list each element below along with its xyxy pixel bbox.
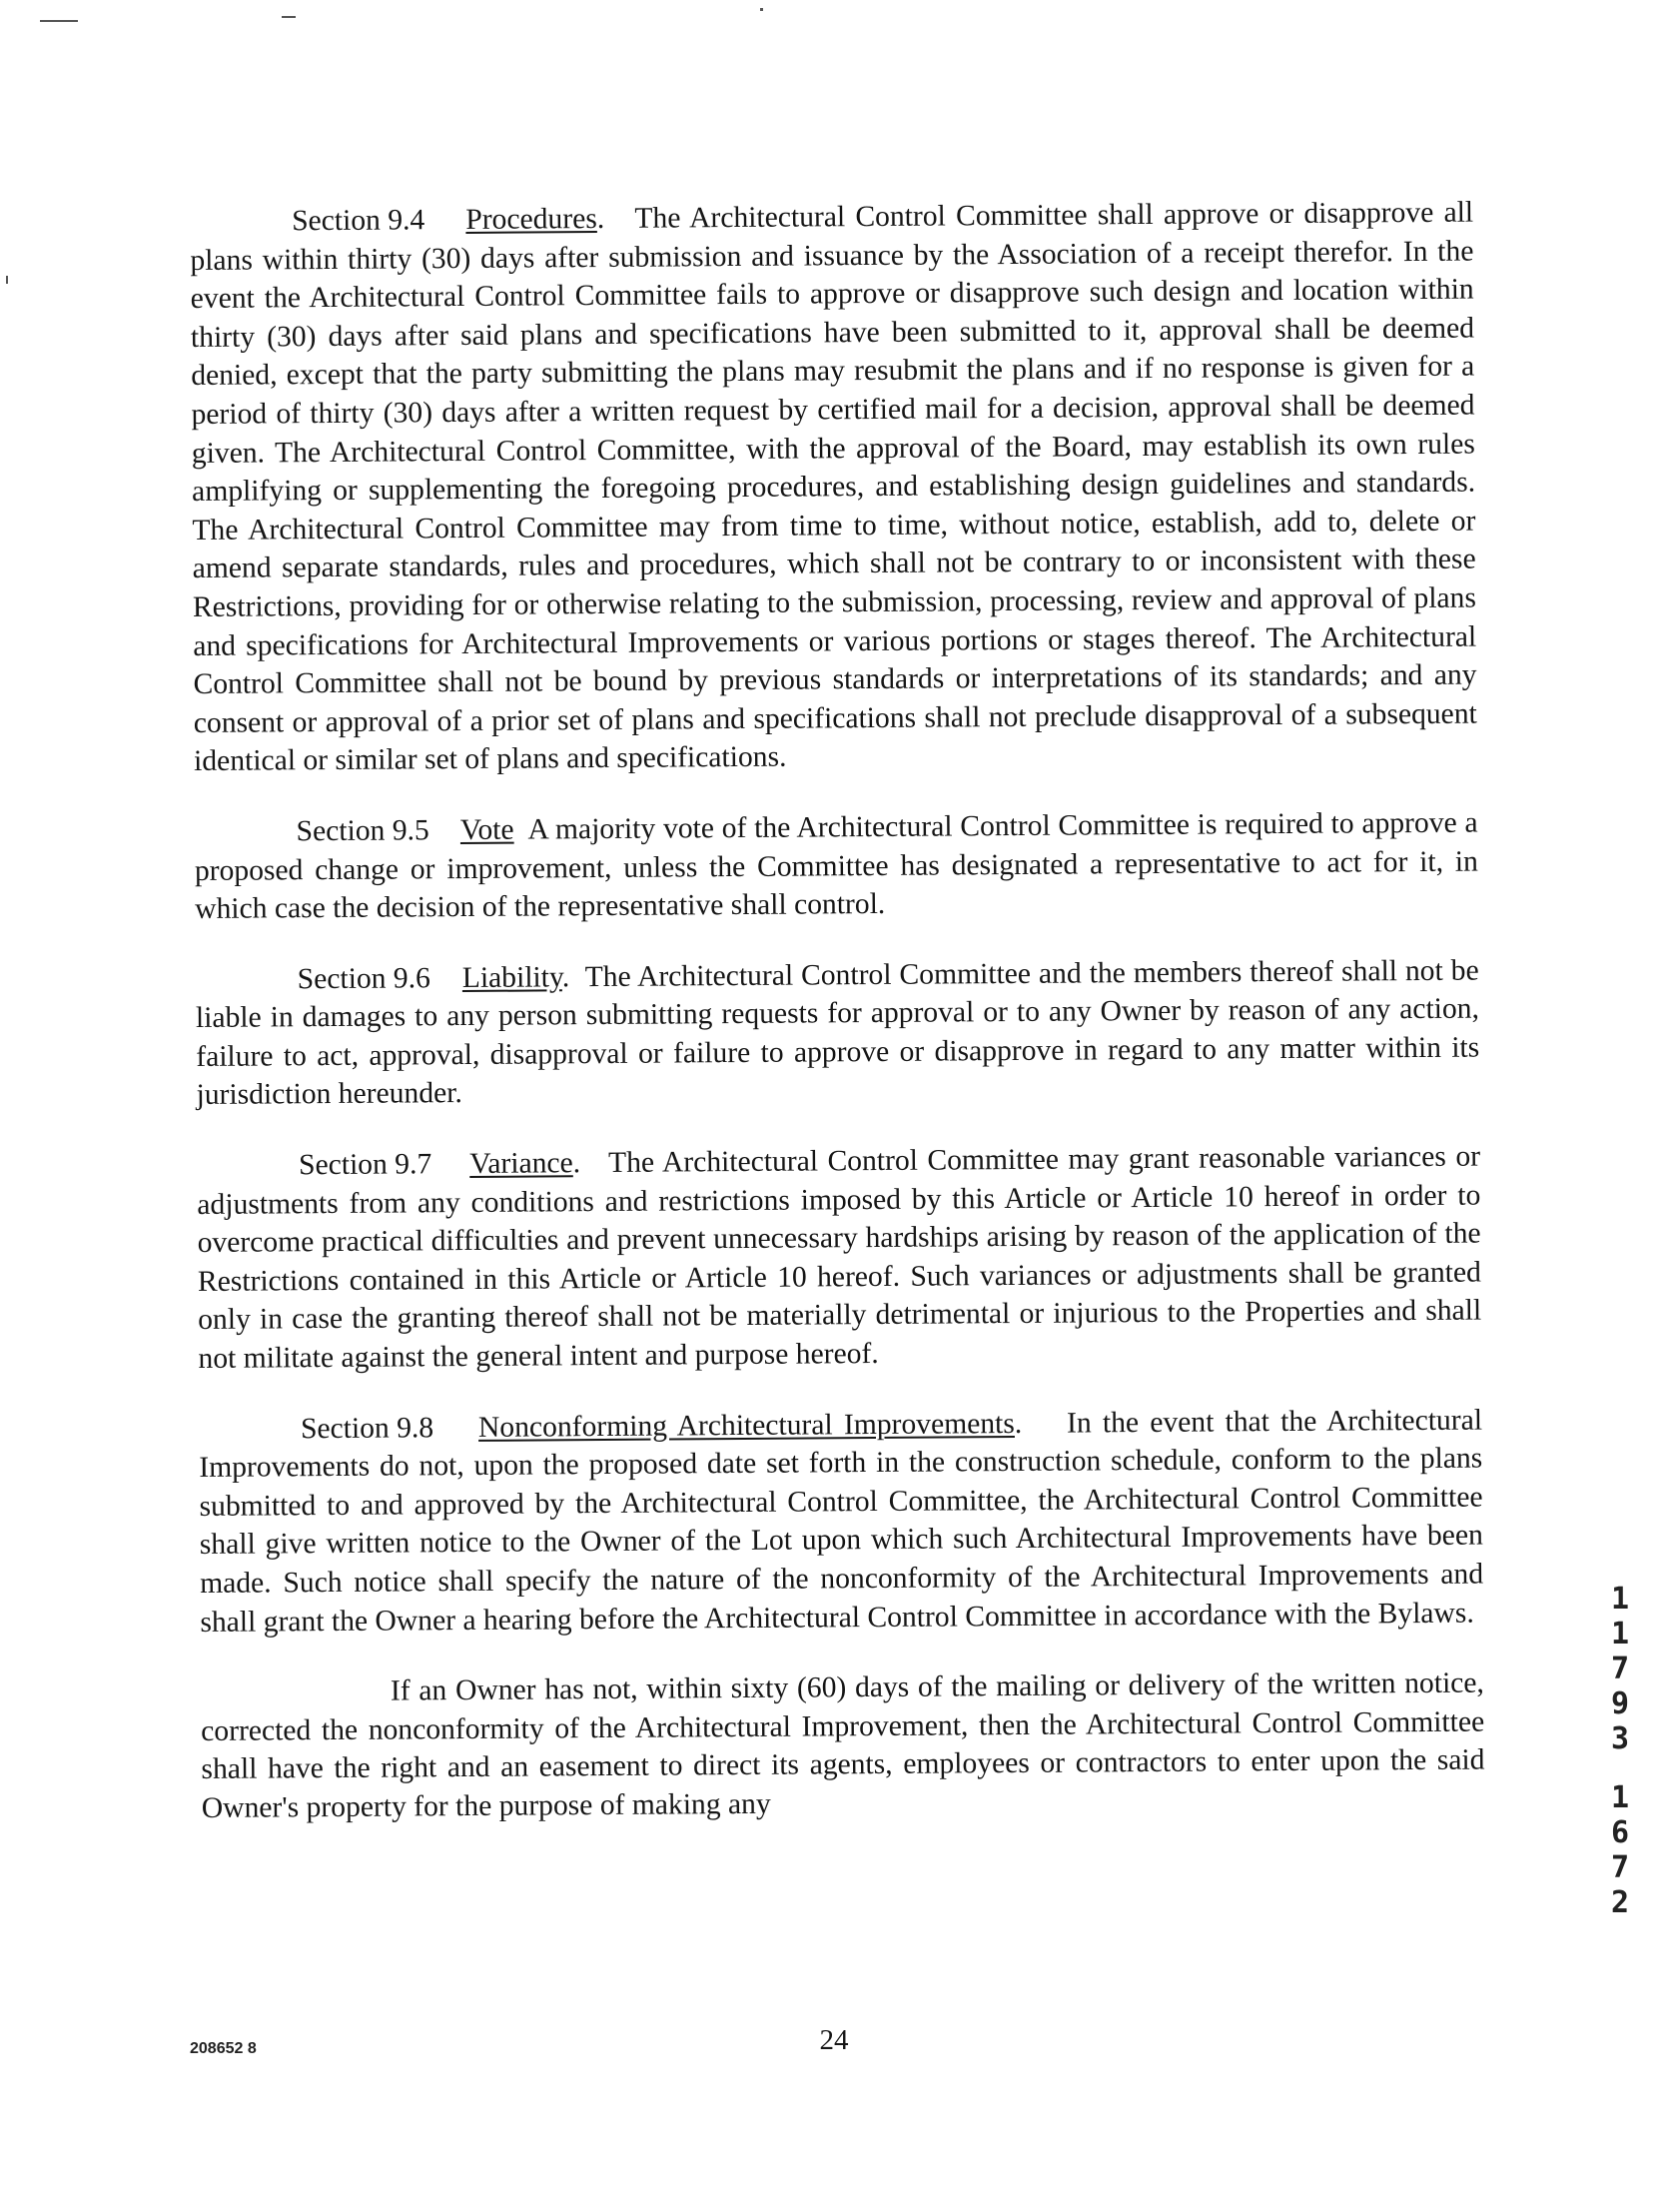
stamp-digit: 1 (1610, 1582, 1630, 1617)
section-9-7: Section 9.7 Variance. The Architectural Control Committee may grant reasonable variances or adjustments from any conditions and restrictions imposed by this Article or Article 10 hereof in order to overcome practical difficulties and prevent unnecessary hardships arising by reason of the application of the Restrictions contained in this Article or Article 10 hereof. Such variances or adjustments shall be granted only in case the granting thereof shall not be materially detrimental or injurious to the Properties and shall not militate against the general intent and purpose hereof. (197, 1140, 1482, 1375)
recording-stamp-group-2 (1608, 1780, 1632, 1920)
stamp-digit: 7 (1610, 1850, 1630, 1885)
section-9-4: Section 9.4 Procedures. The Architectural Control Committee shall approve or disapprove all plans within thirty (30) days after submission and issuance by the Association of a receipt therefor. In the event the Architectural Control Committee fails to approve or disapprove such design and location within thirty (30) days after said plans and specifications have been submitted to it, approval shall be deemed denied, except that the party submitting the plans may resubmit the plans and if no response is given for a period of thirty (30) days after a written request by certified mail for a decision, approval shall be deemed given. The Architectural Control Committee, with the approval of the Board, may establish its own rules amplifying or supplementing the foregoing procedures, and establishing design guidelines and standards. The Architectural Control Committee may from time to time, without notice, establish, add to, delete or amend separate standards, rules and procedures, which shall not be contrary to or inconsistent with these Restrictions, providing for or otherwise relating to the submission, processing, review and approval of plans and specifications for Architectural Improvements or various portions or stages thereof. The Architectural Control Committee shall not be bound by previous standards or interpretations of its standards; and any consent or approval of a prior set of plans and specifications shall not preclude disapproval of a subsequent identical or similar set of plans and specifications. (190, 196, 1477, 778)
section-heading: Variance (469, 1147, 573, 1181)
scan-mark-top-left (40, 20, 78, 22)
stamp-digit: 2 (1610, 1885, 1630, 1920)
continuation-paragraph: If an Owner has not, within sixty (60) days of the mailing or delivery of the written notice, corrected the nonconformity of the Architectural Improvement, then the Architectural Control Committee shall have the right and an easement to direct its agents, employees or contractors to enter upon the said Owner's property for the purpose of making any (201, 1666, 1485, 1824)
section-number: Section 9.7 (298, 1148, 432, 1182)
stamp-digit: 9 (1610, 1686, 1630, 1721)
section-text: The Architectural Control Committee shall approve or disapprove all plans within thirty (30) days after submission and issuance by the Association of a receipt therefor. In the event the Architectural Control Committee fails to approve or disapprove such design and location within thirty (30) days after said plans and specifications have been submitted to it, approval shall be deemed denied, except that the party submitting the plans may resubmit the plans and if no response is given for a period of thirty (30) days after a written request by certified mail for a decision, approval shall be deemed given. The Architectural Control Committee, with the approval of the Board, may establish its own rules amplifying or supplementing the foregoing procedures, and establishing design guidelines and standards. The Architectural Control Committee may from time to time, without notice, establish, add to, delete or amend separate standards, rules and procedures, which shall not be contrary to or inconsistent with these Restrictions, providing for or otherwise relating to the submission, processing, review and approval of plans and specifications for Architectural Improvements or various portions or stages thereof. The Architectural Control Committee shall not be bound by previous standards or interpretations of its standards; and any consent or approval of a prior set of plans and specifications shall not preclude disapproval of a subsequent identical or similar set of plans and specifications. (190, 196, 1477, 778)
scan-mark-top-dot (760, 8, 763, 11)
section-number: Section 9.8 (300, 1411, 434, 1445)
section-number: Section 9.6 (297, 961, 430, 995)
section-number: Section 9.5 (296, 814, 429, 848)
section-9-6: Section 9.6 Liability. The Architectural Control Committee and the members thereof shall not be liable in damages to any person submitting requests for approval or to any Owner by reason of any action, failure to act, approval, disapproval or failure to approve or disapprove in regard to any matter within its jurisdiction hereunder. (195, 954, 1480, 1112)
section-heading: Nonconforming Architectural Improvements (477, 1407, 1015, 1444)
scan-mark-top-dash (282, 16, 296, 18)
section-9-5 (194, 803, 1478, 928)
stamp-digit: 7 (1610, 1652, 1630, 1686)
document-id: 208652 8 (190, 2040, 257, 2057)
section-heading: Procedures (465, 203, 597, 236)
page-number: 24 (819, 2024, 849, 2056)
recording-stamp-group-1 (1608, 1582, 1632, 1756)
document-body (190, 194, 1485, 1860)
section-9-8: Section 9.8 Nonconforming Architectural Improvements. In the event that the Architectural Improvements do not, upon the proposed date set forth in the construction schedule, conform to the plans submitted to and approved by the Architectural Control Committee, the Architectural Control Committee shall give written notice to the Owner of the Lot upon which such Architectural Improvements have been made. Such notice shall specify the nature of the nonconformity of the Architectural Improvements and shall grant the Owner a hearing before the Architectural Control Committee in accordance with the Bylaws. (199, 1404, 1484, 1639)
section-heading: Vote (459, 813, 514, 846)
section-text: A majority vote of the Architectural Control Committee is required to approve a proposed change or improvement, unless the Committee has designated a representative to act for it, in which case the decision of the representative shall control. (194, 806, 1478, 926)
stamp-digit: 6 (1610, 1815, 1630, 1850)
section-text: In the event that the Architectural Improvements do not, upon the proposed date set forth in the construction schedule, conform to the plans submitted to and approved by the Architectural Control Committee, the Architectural Control Committee shall give written notice to the Owner of the Lot upon which such Architectural Improvements have been made. Such notice shall specify the nature of the nonconformity of the Architectural Improvements and shall grant the Owner a hearing before the Architectural Control Committee in accordance with the Bylaws. (199, 1404, 1484, 1639)
stamp-digit: 1 (1610, 1780, 1630, 1815)
stamp-digit: 3 (1610, 1721, 1630, 1756)
section-text: The Architectural Control Committee may grant reasonable variances or adjustments from any conditions and restrictions imposed by this Article or Article 10 hereof in order to overcome practical difficulties and prevent unnecessary hardships arising by reason of the application of the Restrictions contained in this Article or Article 10 hereof. Such variances or adjustments shall be granted only in case the granting thereof shall not be materially detrimental or injurious to the Properties and shall not militate against the general intent and purpose hereof. (197, 1140, 1482, 1375)
section-text: The Architectural Control Committee and the members thereof shall not be liable in damages to any person submitting requests for approval or to any Owner by reason of any action, failure to act, approval, disapproval or failure to approve or disapprove in regard to any matter within its jurisdiction hereunder. (195, 954, 1480, 1112)
scan-mark-left-edge (6, 276, 8, 284)
stamp-digit: 1 (1610, 1617, 1630, 1652)
section-number: Section 9.4 (292, 204, 425, 238)
section-heading: Liability (461, 960, 562, 994)
